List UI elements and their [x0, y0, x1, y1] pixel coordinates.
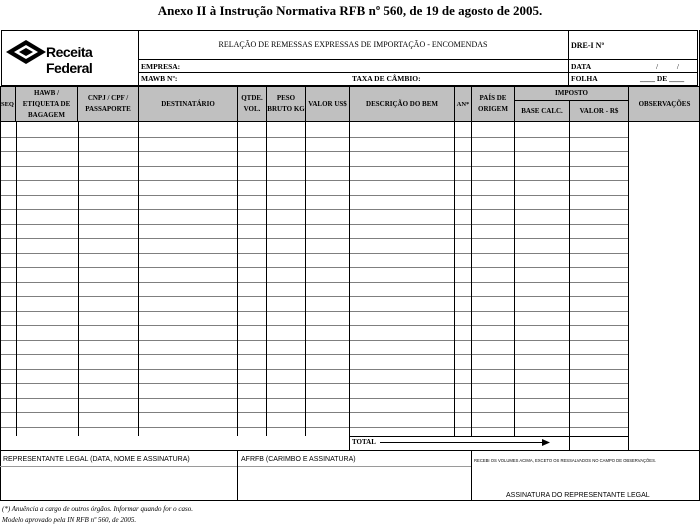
form-heading: RELAÇÃO DE REMESSAS EXPRESSAS DE IMPORTAÇÃO - ENCOMENDAS: [218, 40, 488, 49]
table-row: [0, 296, 629, 297]
representante-legal-label: REPRESENTANTE LEGAL (DATA, NOME E ASSINATURA): [3, 456, 190, 463]
data-table-body: [0, 122, 700, 450]
col-valor: VALOR US$: [306, 87, 350, 121]
col-imposto: IMPOSTO: [515, 87, 629, 101]
arrow-right-icon: [542, 439, 550, 446]
data-label: DATA: [571, 62, 592, 71]
table-row: [0, 166, 629, 167]
col-descricao: DESCRIÇÃO DO BEM: [350, 87, 455, 121]
table-row: [0, 209, 629, 210]
col-peso: PESO BRUTO KG: [267, 87, 306, 121]
folha-label: FOLHA: [571, 74, 598, 83]
table-row: [0, 325, 629, 326]
table-row: [0, 383, 629, 384]
col-cnpj: CNPJ / CPF / PASSAPORTE: [78, 87, 139, 121]
logo-text: Receita Federal: [46, 44, 93, 76]
total-label: TOTAL: [352, 438, 376, 446]
table-row: [0, 238, 629, 239]
table-row: [0, 282, 629, 283]
empresa-label: EMPRESA:: [141, 62, 181, 71]
table-row: [0, 195, 629, 196]
col-valor-rs: VALOR - R$: [570, 101, 629, 121]
col-hawb: HAWB / ETIQUETA DE BAGAGEM: [16, 87, 78, 121]
logo: [4, 38, 136, 76]
total-arrow: [380, 442, 545, 443]
table-row: [0, 398, 629, 399]
col-qtde: QTDE. VOL.: [238, 87, 267, 121]
table-row: [0, 151, 629, 152]
table-row: [0, 180, 629, 181]
table-row: [0, 369, 629, 370]
table-row: [0, 412, 629, 413]
mawb-label: MAWB Nº:: [141, 74, 178, 83]
col-observacoes: OBSERVAÇÕES: [629, 87, 700, 121]
col-pais: PAÍS DE ORIGEM: [472, 87, 515, 121]
table-row: [0, 354, 629, 355]
page-title: Anexo II à Instrução Normativa RFB nº 560, de 19 de agosto de 2005.: [157, 3, 543, 18]
col-seq: SEQ: [0, 87, 16, 121]
assinatura-representante-label: ASSINATURA DO REPRESENTANTE LEGAL: [506, 492, 650, 499]
taxa-cambio-label: TAXA DE CÂMBIO:: [352, 74, 421, 83]
col-base-calc: BASE CALC.: [515, 101, 570, 121]
afrfb-label: AFRFB (CARIMBO E ASSINATURA): [241, 456, 356, 463]
folha-value: ____ DE ____: [640, 74, 685, 83]
receita-federal-logo-icon: [4, 38, 48, 68]
col-an: AN*: [455, 87, 472, 121]
table-row: [0, 267, 629, 268]
table-row: [0, 427, 629, 428]
dre-label: DRE-I Nº: [571, 41, 605, 50]
data-slashes: / /: [656, 62, 679, 71]
footnote-modelo: Modelo aprovado pela IN RFB nº 560, de 2005.: [2, 516, 137, 524]
table-row: [0, 311, 629, 312]
recebido-statement: RECEBI OS VOLUMES ACIMA, EXCETO OS RESSALVADOS NO CAMPO DE OBSERVAÇÕES.: [474, 458, 657, 463]
table-row: [0, 253, 629, 254]
table-row: [0, 340, 629, 341]
table-row: [0, 137, 629, 138]
table-row: [0, 224, 629, 225]
footnote-anuencia: (*) Anuência a cargo de outros órgãos. Informar quando for o caso.: [2, 505, 193, 513]
col-destinatario: DESTINATÁRIO: [139, 87, 238, 121]
